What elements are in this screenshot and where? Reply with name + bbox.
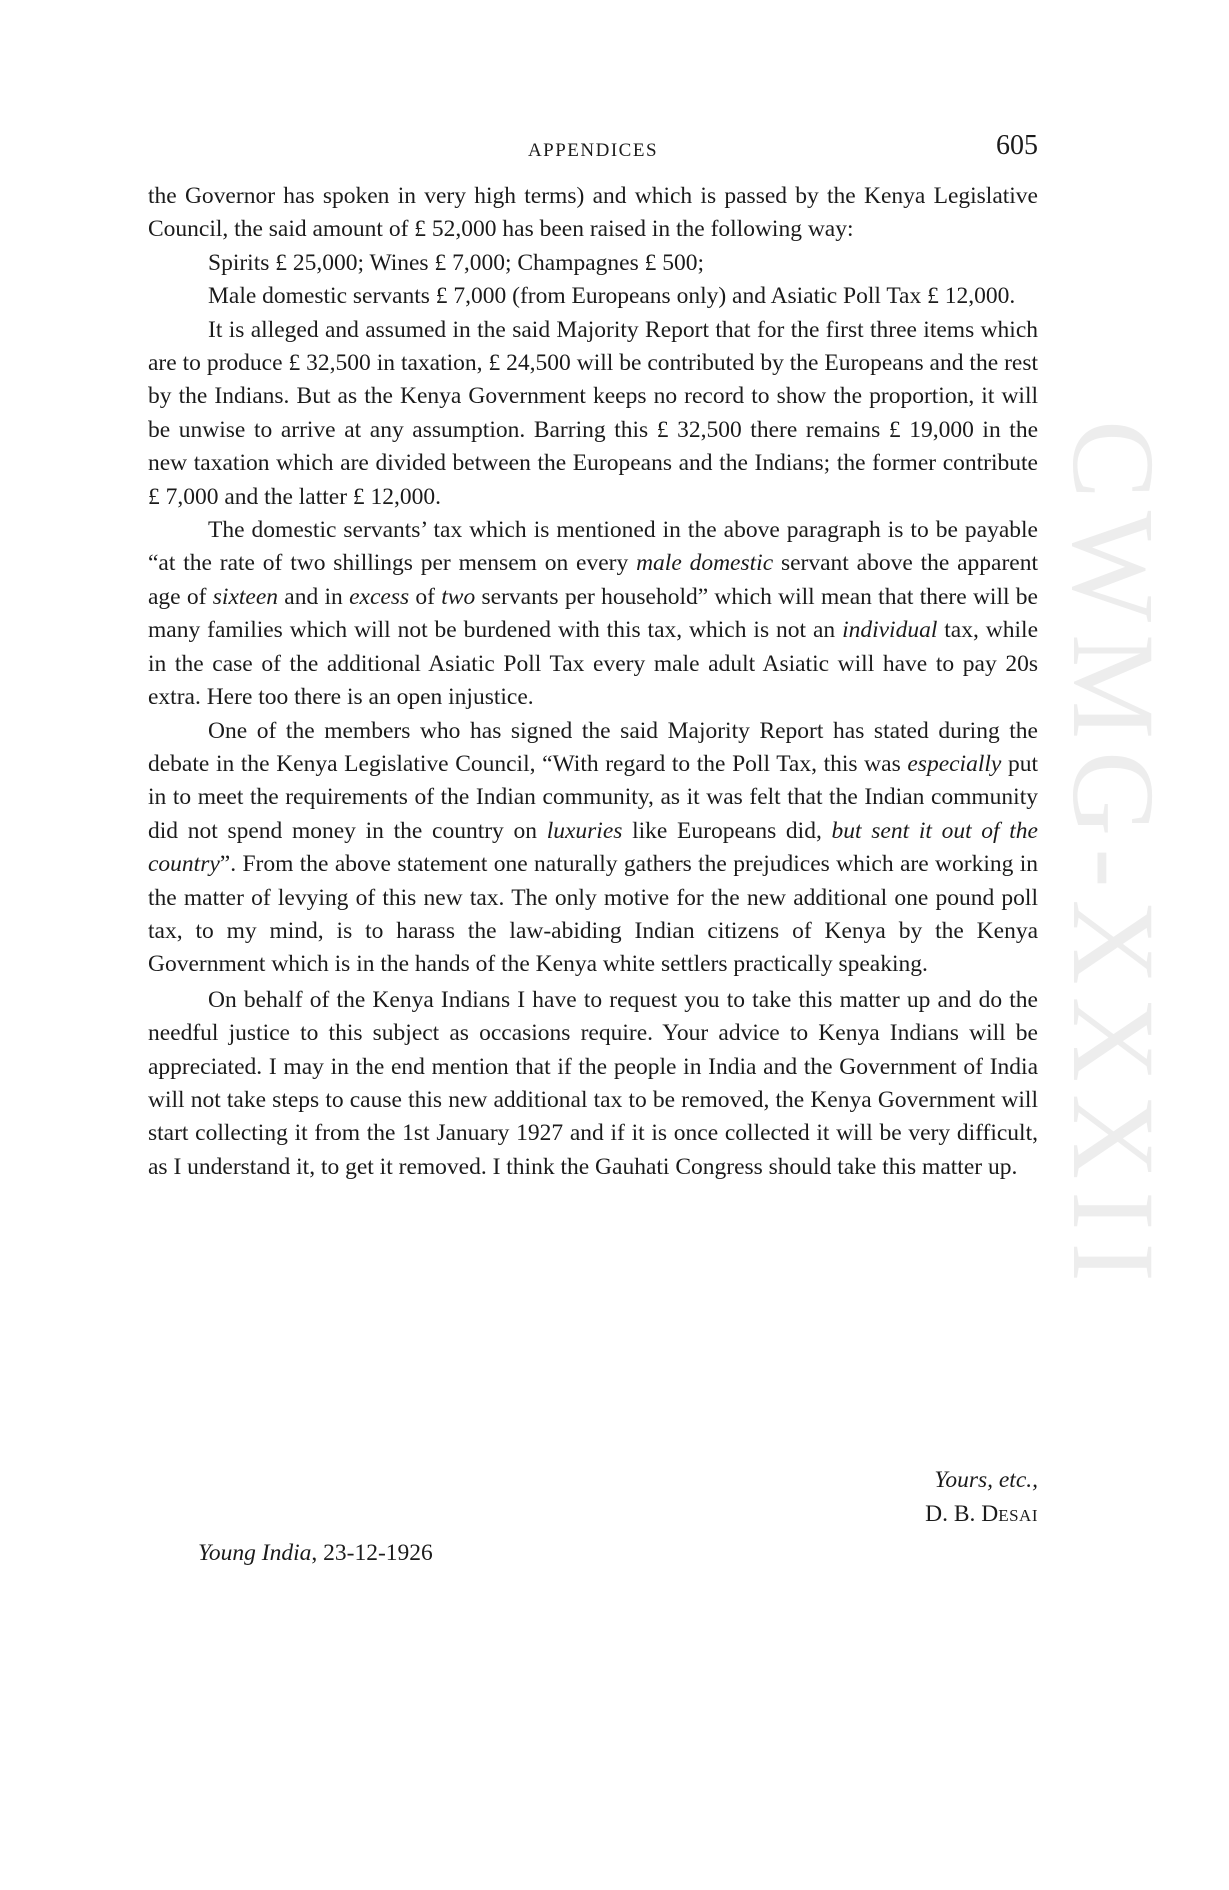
source-date: , 23-12-1926 <box>311 1540 433 1566</box>
p5-italic-b: male domestic <box>636 550 774 577</box>
page-number: 605 <box>996 130 1038 161</box>
p5-text-e: and in <box>278 583 350 610</box>
p6-italic-b: especially <box>907 750 1002 777</box>
running-header <box>148 130 1038 170</box>
p5-text-g: of <box>409 583 442 610</box>
paragraph-3: Male domestic servants £ 7,000 (from Europeans only) and Asiatic Poll Tax £ 12,000. <box>208 283 1016 310</box>
p5-text-k: tax, while in the case of the additional Asiatic Poll Tax every male adult Asiatic will have to pay 20s extra. Here too there is an open injustice. <box>148 617 1038 711</box>
p5-italic-d: sixteen <box>212 583 279 610</box>
p6-text-c: put in to meet the requirements of the Indian community, as it was felt that the Indian community did not spend money in the country on <box>148 750 1039 844</box>
running-title: APPENDICES <box>527 140 659 161</box>
paragraph-6 <box>148 715 1038 982</box>
p5-italic-f: excess <box>349 583 410 610</box>
source-citation <box>198 1540 433 1567</box>
paragraph-2: Spirits £ 25,000; Wines £ 7,000; Champagnes £ 500; <box>208 249 705 276</box>
source-publication: Young India <box>198 1540 312 1566</box>
signatory-initials: D. B. D <box>925 1501 999 1527</box>
p6-text-g: ”. From the above statement one naturally gathers the prejudices which are working in the matter of levying of this new tax. The only motive for the new additional one pound poll tax, to my mind, is to harass the law-abiding Indian citizens of Kenya by the Kenya Government which is in the hands of the Kenya white settlers practically speaking. <box>148 851 1038 978</box>
paragraph-5 <box>148 514 1038 714</box>
paragraph-1: the Governor has spoken in very high terms) and which is passed by the Kenya Legislative Council, the said amount of £ 52,000 has been raised in the following way: <box>148 183 1038 243</box>
signatory-surname-smallcaps: ESAI <box>998 1506 1038 1525</box>
p5-text-a: The domestic servants’ tax which is mentioned in the above paragraph is to be payable “at the rate of two shillings per mensem on every <box>148 517 1038 577</box>
p5-italic-j: individual <box>842 617 938 644</box>
paragraph-7: On behalf of the Kenya Indians I have to request you to take this matter up and do the needful justice to this subject as occasions require. Your advice to Kenya Indians will be appreciated. I may in the end mention that if the people in India and the Government of India will not take steps to cause this new additional tax to be removed, the Kenya Government will start collecting it from the 1st January 1927 and if it is once collected it will be very difficult, as I understand it, to get it removed. I think the Gauhati Congress should take this matter up. <box>148 986 1038 1180</box>
signatory <box>148 1497 1038 1533</box>
closing-text: Yours, etc., <box>934 1467 1038 1493</box>
p5-italic-h: two <box>441 583 476 610</box>
watermark: CWMG-XXXII <box>1048 420 1179 1294</box>
signature-block <box>148 1463 1038 1533</box>
p5-text-c: servant above the apparent age of <box>148 550 1039 610</box>
paragraph-4: It is alleged and assumed in the said Majority Report that for the first three items which are to produce £ 32,500 in taxation, £ 24,500 will be contributed by the Europeans and the rest by the Indians. But as the Kenya Government keeps no record to show the proportion, it will be unwise to arrive at any assumption. Barring this £ 32,500 there remains £ 19,000 in the new taxation which are divided between the Europeans and the Indians; the former contribute £ 7,000 and the latter £ 12,000. <box>148 316 1038 510</box>
p6-italic-d: luxuries <box>546 817 623 844</box>
closing <box>148 1463 1038 1497</box>
p6-text-a: One of the members who has signed the said Majority Report has stated during the debate in the Kenya Legislative Council, “With regard to the Poll Tax, this was <box>148 717 1038 777</box>
p5-text-i: servants per household” which will mean that there will be many families which will not be burdened with this tax, which is not an <box>148 583 1038 644</box>
p6-text-e: like Europeans did, <box>622 817 832 844</box>
body-text <box>148 180 1038 1184</box>
p6-italic-f: but sent it out of the country <box>148 817 1038 878</box>
